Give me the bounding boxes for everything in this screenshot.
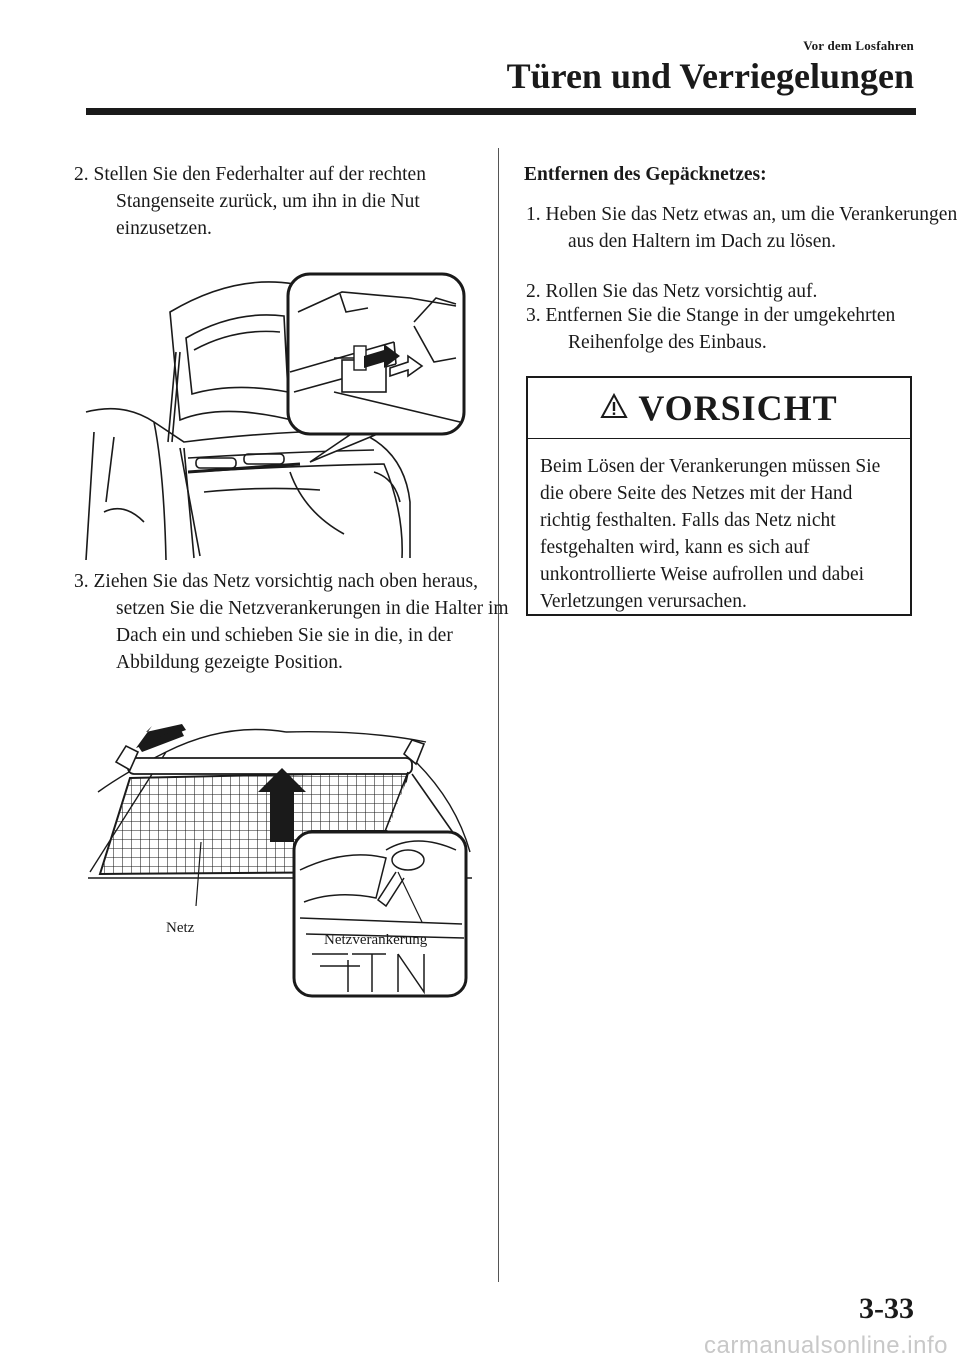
caution-text: Beim Lösen der Verankerungen müssen Sie die obere Seite des Netzes mit der Hand richtig festhalten. Falls das Netz nicht festgehalten wird, kann es sich auf unkontrollierte Weise aufrollen und dabei Verletzungen verursachen. <box>540 456 881 612</box>
removal-heading: Entfernen des Gepäcknetzes: <box>524 164 767 185</box>
page-number: 3-33 <box>859 1292 914 1325</box>
warning-triangle-icon <box>600 393 628 424</box>
net-anchor-label: Netzverankerung <box>324 932 428 948</box>
caution-header <box>528 378 910 439</box>
column-divider <box>498 148 499 1282</box>
removal-step-3: 3. Entfernen Sie die Stange in der umgekehrten Reihenfolge des Einbaus. <box>526 305 896 353</box>
step-3-text: 3. Ziehen Sie das Netz vorsichtig nach oben heraus, setzen Sie die Netzverankerungen in die Halter im Dach ein und schieben Sie sie in die, in der Abbildung gezeigte Position. <box>74 571 509 673</box>
net-label: Netz <box>166 920 195 936</box>
section-name: Vor dem Losfahren <box>803 38 914 53</box>
caution-title: VORSICHT <box>638 388 838 428</box>
step-2-text: 2. Stellen Sie den Federhalter auf der rechten Stangenseite zurück, um ihn in die Nut einzusetzen. <box>74 164 426 239</box>
page-title: Türen und Verriegelungen <box>506 56 914 96</box>
cargo-net-illustration <box>86 722 472 1002</box>
header-rule <box>86 108 916 115</box>
removal-step-1: 1. Heben Sie das Netz etwas an, um die Verankerungen aus den Haltern im Dach zu lösen. <box>526 204 958 252</box>
removal-step-2: 2. Rollen Sie das Netz vorsichtig auf. <box>526 281 818 302</box>
caution-box <box>526 376 912 616</box>
watermark: carmanualsonline.info <box>704 1332 948 1359</box>
tailgate-illustration <box>84 272 470 560</box>
